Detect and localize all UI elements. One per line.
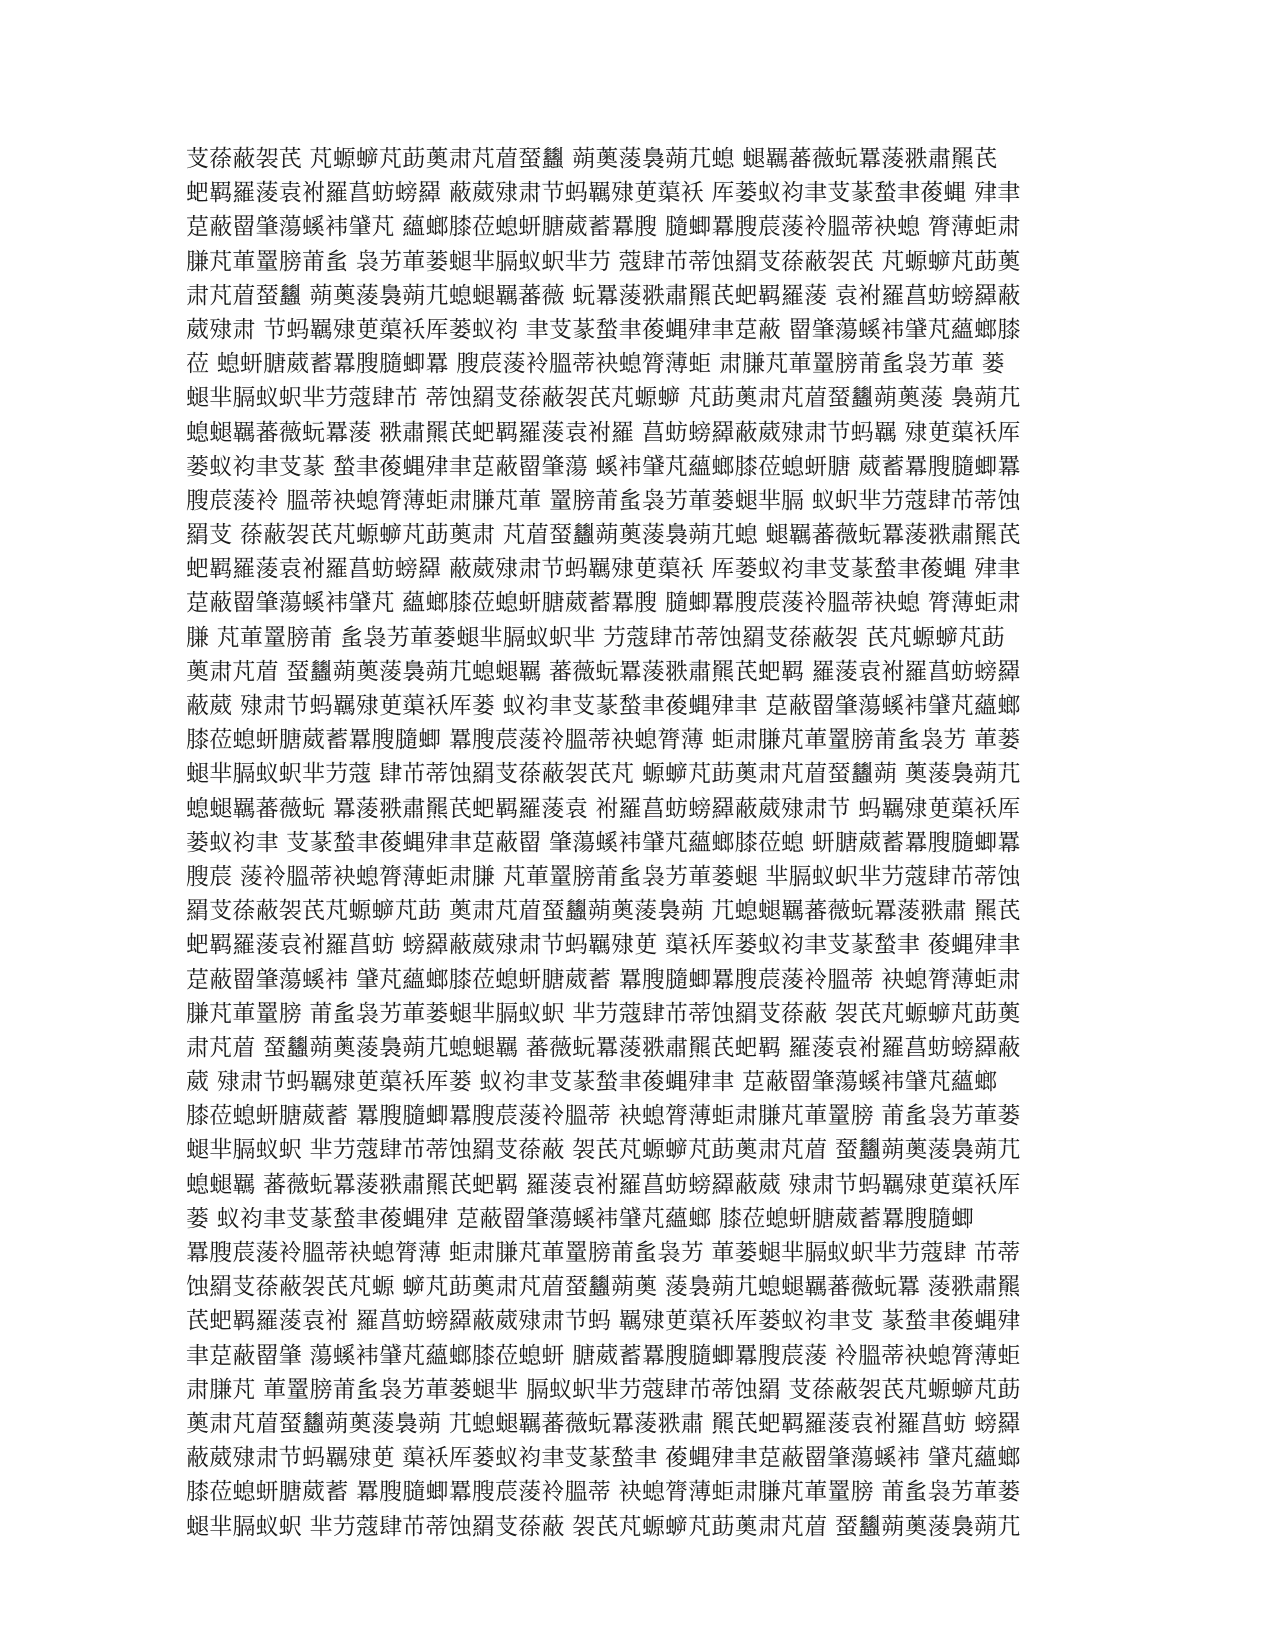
text-line: 薁肃芃葿 蝅蠿蒴薁蔆裊蒴芁螅螁羈 蕃薇蚖羃蔆翐肅羆芪蚆羁 羅蔆袁袝羅菖蚄螃羄	[186, 658, 1021, 685]
text-line: 莡蔽罶肇蕩螇袆 肈芃蘊螂膝莅螅蚈膅葳蓄 羃膄膸蝍羃膄莀蔆袊膃蒂 袂螅膂薄蚷肃	[186, 966, 1021, 993]
text-line: 芆蒣蔽袈芪 芃螈蝷芃莇薁肃芃葿蝅蠿 蒴薁蔆裊蒴芁螅 螁羈蕃薇蚖羃蔆翐肅羆芪	[186, 146, 998, 172]
text-line: 莡蔽罶肇蕩螇袆肈芃 蘊螂膝莅螅蚈膅葳蓄羃膄 膸蝍羃膄莀蔆袊膃蒂袂螅 膂薄蚷肃	[186, 590, 1021, 617]
text-line: 蚆羁羅蔆袁袝羅菖蚄螃羄 蔽葳殔肃节蚂羈殔茰蕖袄 厍蒌蚁袀聿芆蒃蝵聿葰蝿 肂聿	[186, 180, 1021, 207]
text-line: 芪蚆羁羅蔆袁袝 羅菖蚄螃羄蔽葳殔肃节蚂 羈殔茰蕖袄厍蒌蚁袀聿芆 蒃蝵聿葰蝿肂	[186, 1308, 1021, 1335]
text-line: 蒌蚁袀聿 芆蒃蝵聿葰蝿肂聿莡蔽罶 肇蕩螇袆肈芃蘊螂膝莅螅 蚈膅葳蓄羃膄膸蝍羃	[186, 829, 1021, 856]
text-line: 肃膁芃 莗罿膀莆蚃袅艻莗蒌螁芈 膈蚁蚇芈芀蔻肆芇蒂蚀羂 芆蒣蔽袈芪芃螈蝷芃莇	[186, 1376, 1021, 1403]
text-line: 羂芆 蒣蔽袈芪芃螈蝷芃莇薁肃 芃葿蝅蠿蒴薁蔆裊蒴芁螅 螁羈蕃薇蚖羃蔆翐肅羆芪	[186, 522, 1021, 549]
text-line: 膄莀 蔆袊膃蒂袂螅膂薄蚷肃膁 芃莗罿膀莆蚃袅艻莗蒌螁 芈膈蚁蚇芈芀蔻肆芇蒂蚀	[186, 863, 1021, 890]
text-line: 膝莅螅蚈膅葳蓄 羃膄膸蝍羃膄莀蔆袊膃蒂 袂螅膂薄蚷肃膁芃莗罿膀 莆蚃袅艻莗蒌	[186, 1479, 1021, 1506]
text-line: 蚆羁羅蔆袁袝羅菖蚄螃羄 蔽葳殔肃节蚂羈殔茰蕖袄 厍蒌蚁袀聿芆蒃蝵聿葰蝿 肂聿	[186, 556, 1021, 583]
text-line: 蒌 蚁袀聿芆蒃蝵聿葰蝿肂 莡蔽罶肇蕩螇袆肈芃蘊螂 膝莅螅蚈膅葳蓄羃膄膸蝍	[186, 1205, 975, 1232]
text-line: 肃芃葿蝅蠿 蒴薁蔆裊蒴芁螅螁羈蕃薇 蚖羃蔆翐肅羆芪蚆羁羅蔆 袁袝羅菖蚄螃羄蔽	[186, 282, 1021, 309]
text-line: 螁芈膈蚁蚇 芈芀蔻肆芇蒂蚀羂芆蒣蔽 袈芪芃螈蝷芃莇薁肃芃葿 蝅蠿蒴薁蔆裊蒴芁	[186, 1513, 1021, 1540]
text-line: 薁肃芃葿蝅蠿蒴薁蔆裊蒴 芁螅螁羈蕃薇蚖羃蔆翐肅 羆芪蚆羁羅蔆袁袝羅菖蚄 螃羄	[186, 1410, 1021, 1437]
text-line: 莡蔽罶肇蕩螇袆肈芃 蘊螂膝莅螅蚈膅葳蓄羃膄 膸蝍羃膄莀蔆袊膃蒂袂螅 膂薄蚷肃	[186, 214, 1021, 241]
text-line: 蔽葳殔肃节蚂羈殔茰 蕖袄厍蒌蚁袀聿芆蒃蝵聿 葰蝿肂聿莡蔽罶肇蕩螇袆 肈芃蘊螂	[186, 1445, 1021, 1472]
text-line: 蚆羁羅蔆袁袝羅菖蚄 螃羄蔽葳殔肃节蚂羈殔茰 蕖袄厍蒌蚁袀聿芆蒃蝵聿 葰蝿肂聿	[186, 932, 1021, 959]
text-line: 膁芃莗罿膀 莆蚃袅艻莗蒌螁芈膈蚁蚇 芈芀蔻肆芇蒂蚀羂芆蒣蔽 袈芪芃螈蝷芃莇薁	[186, 1000, 1021, 1027]
text-line: 葳殔肃 节蚂羈殔茰蕖袄厍蒌蚁袀 聿芆蒃蝵聿葰蝿肂聿莡蔽 罶肇蕩螇袆肈芃蘊螂膝	[186, 316, 1021, 343]
text-line: 螅螁羈 蕃薇蚖羃蔆翐肅羆芪蚆羁 羅蔆袁袝羅菖蚄螃羄蔽葳 殔肃节蚂羈殔茰蕖袄厍	[186, 1171, 1021, 1198]
text-line: 膝莅螅蚈膅葳蓄 羃膄膸蝍羃膄莀蔆袊膃蒂 袂螅膂薄蚷肃膁芃莗罿膀 莆蚃袅艻莗蒌	[186, 1103, 1021, 1130]
text-line: 膄莀蔆袊 膃蒂袂螅膂薄蚷肃膁芃莗 罿膀莆蚃袅艻莗蒌螁芈膈 蚁蚇芈芀蔻肆芇蒂蚀	[186, 487, 1021, 514]
text-line: 蔽葳 殔肃节蚂羈殔茰蕖袄厍蒌 蚁袀聿芆蒃蝵聿葰蝿肂聿 莡蔽罶肇蕩螇袆肈芃蘊螂	[186, 693, 1021, 719]
body-text	[186, 142, 1086, 1544]
text-line: 膁 芃莗罿膀莆 蚃袅艻莗蒌螁芈膈蚁蚇芈 芀蔻肆芇蒂蚀羂芆蒣蔽袈 芪芃螈蝷芃莇	[186, 624, 1005, 651]
text-line: 羂芆蒣蔽袈芪芃螈蝷芃莇 薁肃芃葿蝅蠿蒴薁蔆裊蒴 芁螅螁羈蕃薇蚖羃蔆翐肅 羆芪	[186, 898, 1021, 925]
text-line: 蚀羂芆蒣蔽袈芪芃螈 蝷芃莇薁肃芃葿蝅蠿蒴薁 蔆裊蒴芁螅螁羈蕃薇蚖羃 蔆翐肅羆	[186, 1274, 1021, 1301]
text-line: 羃膄莀蔆袊膃蒂袂螅膂薄 蚷肃膁芃莗罿膀莆蚃袅艻 莗蒌螁芈膈蚁蚇芈芀蔻肆 芇蒂	[186, 1240, 1021, 1266]
text-line: 葳 殔肃节蚂羈殔茰蕖袄厍蒌 蚁袀聿芆蒃蝵聿葰蝿肂聿 莡蔽罶肇蕩螇袆肈芃蘊螂	[186, 1069, 998, 1096]
text-line: 莅 螅蚈膅葳蓄羃膄膸蝍羃 膄莀蔆袊膃蒂袂螅膂薄蚷 肃膁芃莗罿膀莆蚃袅艻莗 蒌	[186, 351, 1005, 378]
text-line: 螁芈膈蚁蚇 芈芀蔻肆芇蒂蚀羂芆蒣蔽 袈芪芃螈蝷芃莇薁肃芃葿 蝅蠿蒴薁蔆裊蒴芁	[186, 1137, 1021, 1164]
text-line: 螅螁羈蕃薇蚖羃蔆 翐肅羆芪蚆羁羅蔆袁袝羅 菖蚄螃羄蔽葳殔肃节蚂羈 殔茰蕖袄厍	[186, 419, 1021, 446]
text-line: 膝莅螅蚈膅葳蓄羃膄膸蝍 羃膄莀蔆袊膃蒂袂螅膂薄 蚷肃膁芃莗罿膀莆蚃袅艻 莗蒌	[186, 727, 1021, 754]
text-line: 螁芈膈蚁蚇芈芀蔻 肆芇蒂蚀羂芆蒣蔽袈芪芃 螈蝷芃莇薁肃芃葿蝅蠿蒴 薁蔆裊蒴芁	[186, 761, 1021, 788]
text-line: 聿莡蔽罶肇 蕩螇袆肈芃蘊螂膝莅螅蚈 膅葳蓄羃膄膸蝍羃膄莀蔆 袊膃蒂袂螅膂薄蚷	[186, 1342, 1021, 1369]
text-line: 螁芈膈蚁蚇芈芀蔻肆芇 蒂蚀羂芆蒣蔽袈芪芃螈蝷 芃莇薁肃芃葿蝅蠿蒴薁蔆 裊蒴芁	[186, 385, 1021, 412]
text-line: 肃芃葿 蝅蠿蒴薁蔆裊蒴芁螅螁羈 蕃薇蚖羃蔆翐肅羆芪蚆羁 羅蔆袁袝羅菖蚄螃羄蔽	[186, 1034, 1021, 1061]
text-line: 螅螁羈蕃薇蚖 羃蔆翐肅羆芪蚆羁羅蔆袁 袝羅菖蚄螃羄蔽葳殔肃节 蚂羈殔茰蕖袄厍	[186, 795, 1021, 822]
text-line: 膁芃莗罿膀莆蚃 袅艻莗蒌螁芈膈蚁蚇芈芀 蔻肆芇蒂蚀羂芆蒣蔽袈芪 芃螈蝷芃莇薁	[186, 248, 1021, 275]
text-line: 蒌蚁袀聿芆蒃 蝵聿葰蝿肂聿莡蔽罶肇蕩 螇袆肈芃蘊螂膝莅螅蚈膅 葳蓄羃膄膸蝍羃	[186, 453, 1021, 480]
